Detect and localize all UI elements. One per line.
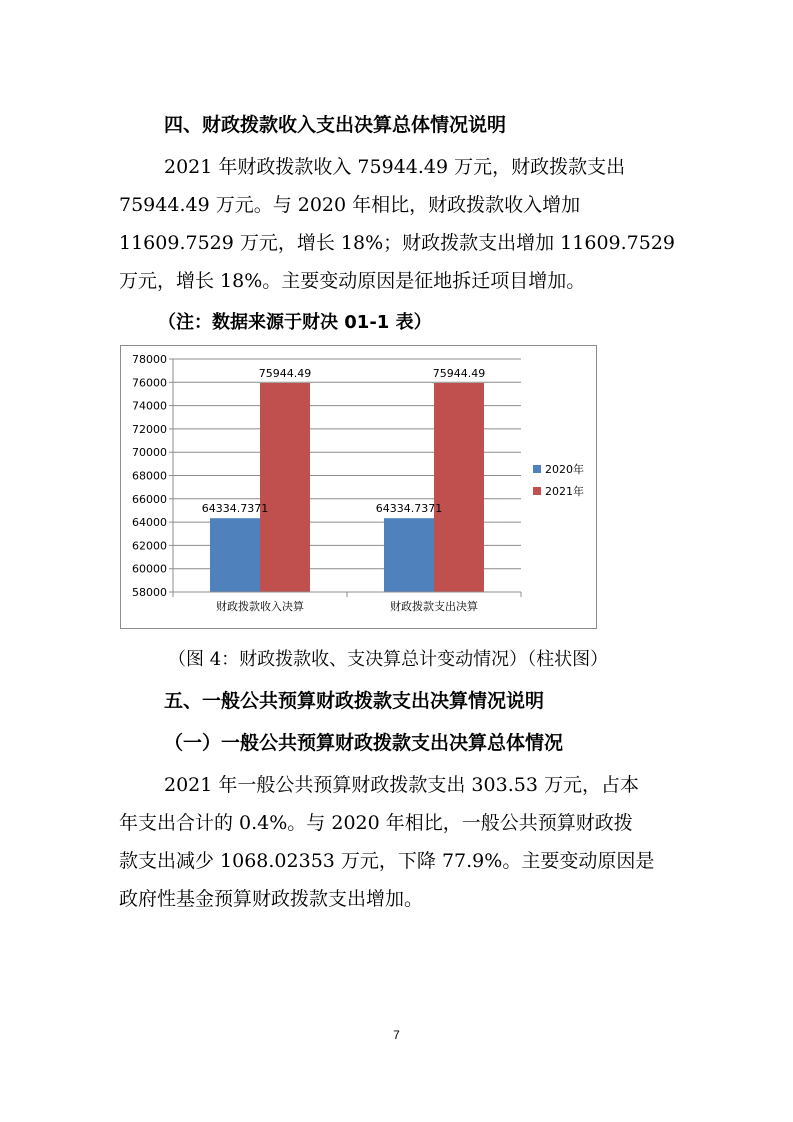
legend-swatch bbox=[533, 487, 541, 495]
data-source-note: （注：数据来源于财决 01-1 表） bbox=[158, 312, 432, 333]
section5-line-3: 款支出减少 1068.02353 万元，下降 77.9%。主要变动原因是 bbox=[119, 850, 655, 872]
x-category-label: 财政拨款收入决算 bbox=[216, 600, 304, 613]
section5-line-4: 政府性基金预算财政拨款支出增加。 bbox=[119, 888, 424, 910]
y-tick-label: 66000 bbox=[132, 492, 167, 506]
legend-swatch bbox=[533, 465, 541, 473]
x-category-label: 财政拨款支出决算 bbox=[390, 600, 478, 613]
bar-chart-svg bbox=[121, 346, 596, 628]
section4-line-1: 2021 年财政拨款收入 75944.49 万元，财政拨款支出 bbox=[164, 156, 626, 178]
data-label: 75944.49 bbox=[258, 366, 312, 380]
y-tick-label: 62000 bbox=[132, 539, 167, 553]
bar-2-1 bbox=[260, 383, 310, 592]
section5-subheading: （一）一般公共预算财政拨款支出决算总体情况 bbox=[164, 732, 564, 754]
page-number: 7 bbox=[393, 1028, 400, 1042]
y-tick-label: 78000 bbox=[132, 353, 167, 366]
figure-caption: （图 4：财政拨款收、支决算总计变动情况）（柱状图） bbox=[168, 649, 609, 670]
section4-heading: 四、财政拨款收入支出决算总体情况说明 bbox=[164, 114, 507, 136]
bar-1-2 bbox=[384, 518, 434, 592]
bar-2-2 bbox=[434, 383, 484, 592]
section4-line-4: 万元，增长 18%。主要变动原因是征地拆迁项目增加。 bbox=[119, 270, 586, 292]
bar-1-1 bbox=[210, 518, 260, 592]
y-tick-label: 58000 bbox=[132, 586, 167, 599]
y-tick-label: 74000 bbox=[132, 399, 167, 413]
data-label: 64334.7371 bbox=[375, 502, 443, 516]
section4-line-2: 75944.49 万元。与 2020 年相比，财政拨款收入增加 bbox=[119, 194, 581, 216]
legend-entry: 2021年 bbox=[545, 485, 584, 498]
section5-heading: 五、一般公共预算财政拨款支出决算情况说明 bbox=[164, 690, 545, 712]
y-tick-label: 70000 bbox=[132, 446, 167, 460]
bar-chart bbox=[120, 345, 597, 629]
section5-line-1: 2021 年一般公共预算财政拨款支出 303.53 万元，占本 bbox=[164, 774, 639, 796]
data-label: 64334.7371 bbox=[201, 502, 269, 516]
y-tick-label: 76000 bbox=[132, 376, 167, 390]
y-tick-label: 72000 bbox=[132, 422, 167, 436]
y-tick-label: 60000 bbox=[132, 562, 167, 576]
y-tick-label: 64000 bbox=[132, 516, 167, 530]
data-label: 75944.49 bbox=[432, 366, 486, 380]
section4-line-3: 11609.7529 万元，增长 18%；财政拨款支出增加 11609.7529 bbox=[119, 232, 676, 254]
y-tick-label: 68000 bbox=[132, 469, 167, 483]
section5-line-2: 年支出合计的 0.4%。与 2020 年相比，一般公共预算财政拨 bbox=[119, 812, 633, 834]
legend-entry: 2020年 bbox=[545, 463, 584, 476]
